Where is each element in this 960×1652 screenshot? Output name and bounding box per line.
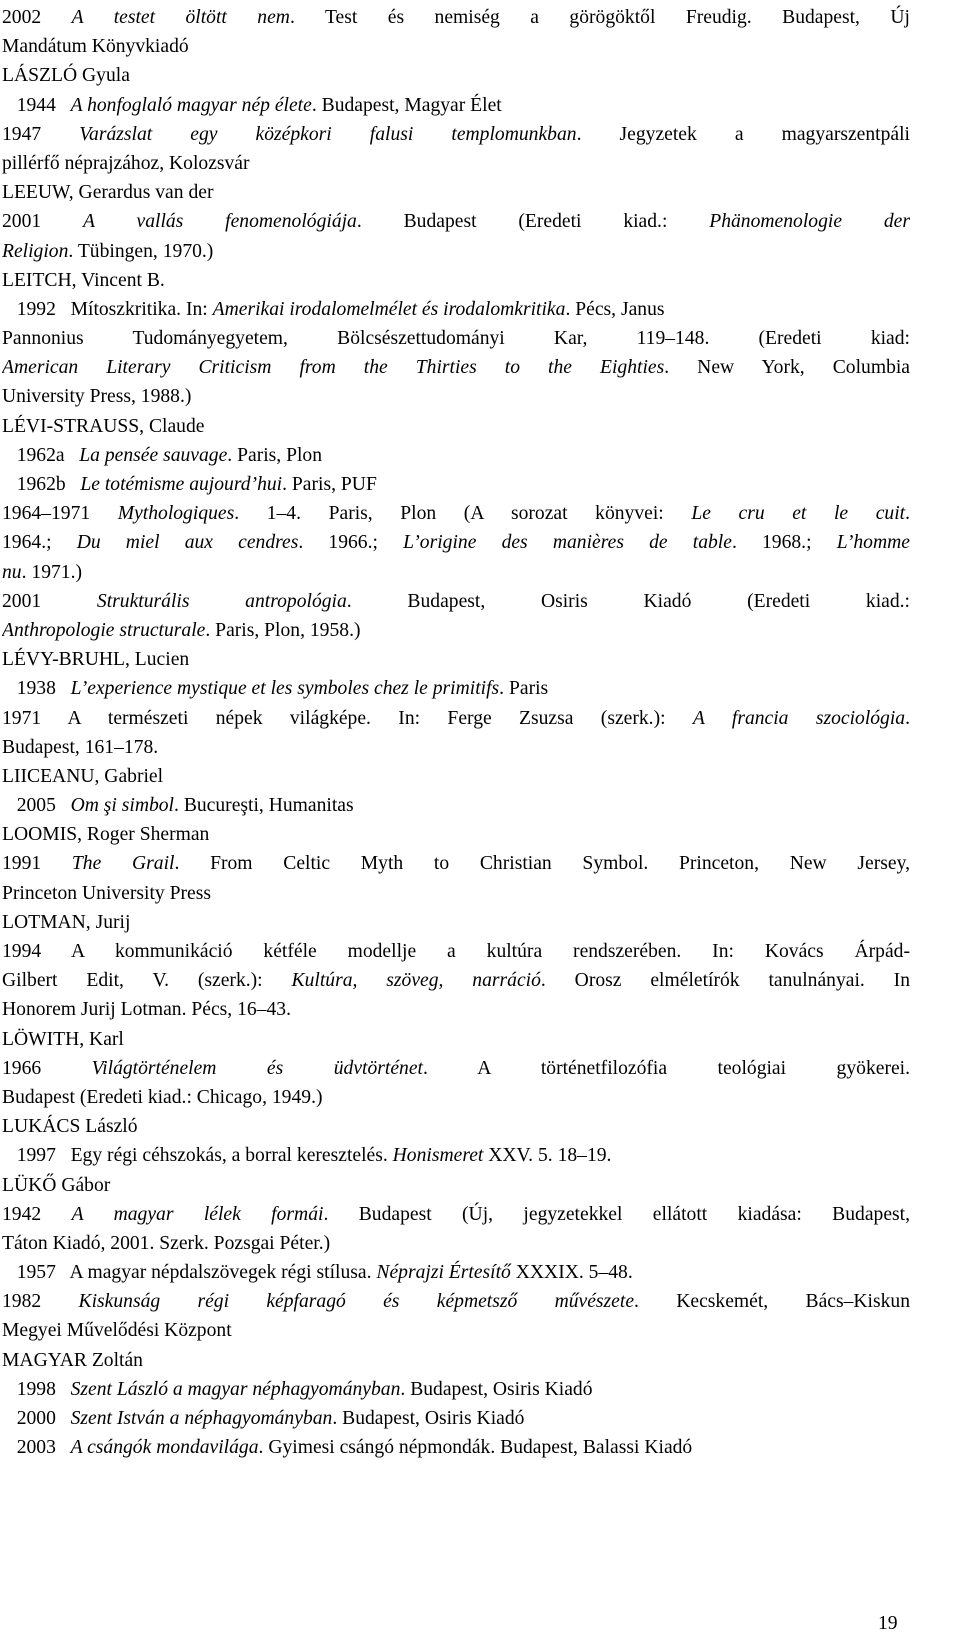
text-segment: 1992 Mítoszkritika. In: xyxy=(2,298,213,320)
text-segment: XXXIX. 5–48. xyxy=(510,1262,633,1284)
text-segment: . Budapest, Magyar Élet xyxy=(311,94,502,116)
bibliography-line xyxy=(2,91,910,120)
text-segment: . Paris, Plon, 1958.) xyxy=(205,619,361,641)
bibliography-line xyxy=(2,587,910,616)
italic-title: The Grail xyxy=(71,853,175,875)
italic-title: L’homme xyxy=(836,532,910,554)
text-segment: 1997 Egy régi céhszokás, a borral keresztelés. xyxy=(2,1145,393,1167)
text-segment: 1964–1971 xyxy=(2,503,118,525)
text-segment: . xyxy=(905,503,910,525)
text-segment: . Paris, PUF xyxy=(282,474,377,495)
text-segment: 1947 xyxy=(2,123,80,145)
italic-title: Világtörténelem és üdvtörténet xyxy=(91,1057,423,1079)
text-segment: pillérfő néprajzához, Kolozsvár xyxy=(2,152,250,174)
text-segment: . Kecskemét, Bács–Kiskun xyxy=(634,1291,910,1313)
text-segment: LOOMIS, Roger Sherman xyxy=(2,824,210,846)
italic-title: Phänomenologie der xyxy=(709,211,910,233)
text-segment: 2001 xyxy=(2,211,84,233)
italic-title: Anthropologie structurale xyxy=(2,619,206,641)
bibliography-line xyxy=(2,324,910,353)
bibliography-line xyxy=(2,3,910,32)
bibliography-line xyxy=(2,966,910,995)
bibliography-line xyxy=(2,237,910,266)
bibliography-line xyxy=(2,1141,910,1170)
bibliography-line xyxy=(2,32,910,61)
bibliography-line xyxy=(2,616,910,645)
italic-title: Du miel aux cendres xyxy=(76,532,299,554)
bibliography-line xyxy=(2,207,910,236)
author-heading xyxy=(2,412,910,441)
text-segment: Budapest, 161–178. xyxy=(2,736,159,758)
bibliography-line xyxy=(2,1229,910,1258)
bibliography-line xyxy=(2,1258,910,1287)
bibliography-line xyxy=(2,1083,910,1112)
author-heading xyxy=(2,61,910,90)
italic-title: L’experience mystique et les symboles chez le primitifs xyxy=(70,678,500,700)
text-segment: 1971 A természeti népek világképe. In: Ferge Zsuzsa (szerk.): xyxy=(2,707,693,729)
text-segment: . Budapest, Osiris Kiadó xyxy=(332,1408,525,1429)
text-segment: . New York, Columbia xyxy=(664,357,910,379)
text-segment: LIICEANU, Gabriel xyxy=(2,765,164,787)
text-segment: 2003 xyxy=(2,1437,71,1459)
author-heading xyxy=(2,266,910,295)
text-segment: . xyxy=(905,707,910,729)
author-heading xyxy=(2,1025,910,1054)
text-segment: Gilbert Edit, V. (szerk.): xyxy=(2,970,292,992)
text-segment: . 1968.; xyxy=(731,532,837,554)
bibliography-line xyxy=(2,149,910,178)
text-segment: XXV. 5. 18–19. xyxy=(483,1145,612,1167)
text-segment: 2000 xyxy=(2,1408,71,1429)
italic-title: Amerikai irodalomelmélet és irodalomkritika xyxy=(212,298,566,320)
bibliography-line xyxy=(2,558,910,587)
italic-title: Honismeret xyxy=(392,1145,484,1167)
italic-title: L’origine des manières de table xyxy=(403,532,732,554)
italic-title: A csángók mondavilága xyxy=(70,1437,259,1459)
text-segment: LÖWITH, Karl xyxy=(2,1028,124,1050)
bibliography-line xyxy=(2,1316,910,1345)
bibliography-line xyxy=(2,1404,910,1433)
text-segment: . Orosz elméletírók tanulnányai. In xyxy=(540,970,910,992)
italic-title: Néprajzi Értesítő xyxy=(376,1262,511,1284)
bibliography-line xyxy=(2,382,910,411)
bibliography-line xyxy=(2,1287,910,1316)
italic-title: A testet öltött nem xyxy=(71,7,290,28)
text-segment: Honorem Jurij Lotman. Pécs, 16–43. xyxy=(2,999,291,1021)
bibliography-line xyxy=(2,295,910,324)
author-heading xyxy=(2,762,910,791)
bibliography-page xyxy=(2,3,910,1462)
text-segment: 1982 xyxy=(2,1291,79,1313)
text-segment: 1998 xyxy=(2,1378,71,1400)
text-segment: Megyei Művelődési Központ xyxy=(2,1320,232,1342)
text-segment: 1962a xyxy=(2,444,80,466)
text-segment: 1942 xyxy=(2,1203,72,1225)
text-segment: 1994 A kommunikáció kétféle modellje a kultúra rendszerében. In: Kovács Árpád- xyxy=(2,941,910,962)
text-segment: 1966 xyxy=(2,1057,92,1079)
italic-title: A vallás fenomenológiája xyxy=(83,211,357,233)
bibliography-line xyxy=(2,791,910,820)
text-segment: . Paris xyxy=(499,678,549,700)
bibliography-line xyxy=(2,353,910,382)
text-segment: . Budapest, Osiris Kiadó (Eredeti kiad.: xyxy=(346,590,910,612)
text-segment: Princeton University Press xyxy=(2,882,211,904)
bibliography-line xyxy=(2,528,910,557)
italic-title: La pensée sauvage xyxy=(79,444,228,466)
bibliography-line xyxy=(2,733,910,762)
text-segment: Mandátum Könyvkiadó xyxy=(2,36,189,58)
bibliography-line xyxy=(2,1375,910,1404)
italic-title: A francia szociológia xyxy=(692,707,906,729)
italic-title: American Literary Criticism from the Thirties to the Eighties xyxy=(2,357,665,379)
text-segment: . Test és nemiség a görögöktől Freudig. Budapest, Új xyxy=(289,7,910,28)
text-segment: . From Celtic Myth to Christian Symbol. Princeton, New Jersey, xyxy=(174,853,910,875)
author-heading xyxy=(2,908,910,937)
text-segment: . Budapest (Eredeti kiad.: xyxy=(356,211,710,233)
text-segment: 2001 xyxy=(2,590,97,612)
text-segment: 1957 A magyar népdalszövegek régi stílusa. xyxy=(2,1262,377,1284)
italic-title: A magyar lélek formái xyxy=(71,1203,324,1225)
italic-title: A honfoglaló magyar nép élete xyxy=(70,94,312,116)
bibliography-line xyxy=(2,937,910,966)
bibliography-line xyxy=(2,995,910,1024)
bibliography-line xyxy=(2,470,910,499)
text-segment: . Paris, Plon xyxy=(227,444,323,466)
italic-title: Le cru et le cuit xyxy=(691,503,906,525)
author-heading xyxy=(2,820,910,849)
italic-title: Strukturális antropológia xyxy=(96,590,347,612)
text-segment: . 1966.; xyxy=(298,532,404,554)
text-segment: 1991 xyxy=(2,853,72,875)
italic-title: Mythologiques xyxy=(117,503,235,525)
italic-title: Kultúra, szöveg, narráció xyxy=(291,970,541,992)
italic-title: Religion xyxy=(2,240,69,262)
italic-title: Le totémisme aujourd’hui xyxy=(80,474,283,495)
text-segment: . A történetfilozófia teológiai gyökerei. xyxy=(422,1057,910,1079)
text-segment: . Jegyzetek a magyarszentpáli xyxy=(576,123,910,145)
text-segment: . Bucureşti, Humanitas xyxy=(174,795,354,817)
bibliography-line xyxy=(2,704,910,733)
bibliography-line xyxy=(2,849,910,878)
author-heading xyxy=(2,1112,910,1141)
text-segment: Budapest (Eredeti kiad.: Chicago, 1949.) xyxy=(2,1086,323,1108)
bibliography-line xyxy=(2,879,910,908)
text-segment: LEEUW, Gerardus van der xyxy=(2,182,214,204)
text-segment: . 1971.) xyxy=(21,561,83,583)
bibliography-line xyxy=(2,499,910,528)
text-segment: 2005 xyxy=(2,795,71,817)
text-segment: . Pécs, Janus xyxy=(565,298,665,320)
text-segment: . Gyimesi csángó népmondák. Budapest, Balassi Kiadó xyxy=(258,1437,693,1459)
author-heading xyxy=(2,645,910,674)
text-segment: MAGYAR Zoltán xyxy=(2,1349,143,1371)
italic-title: Szent László a magyar néphagyományban xyxy=(70,1378,401,1400)
author-heading xyxy=(2,1171,910,1200)
text-segment: University Press, 1988.) xyxy=(2,386,192,408)
text-segment: Táton Kiadó, 2001. Szerk. Pozsgai Péter.) xyxy=(2,1232,331,1254)
text-segment: LEITCH, Vincent B. xyxy=(2,269,165,291)
italic-title: Varázslat egy középkori falusi templomunkban xyxy=(79,123,577,145)
text-segment: . 1–4. Paris, Plon (A sorozat könyvei: xyxy=(234,503,692,525)
text-segment: LOTMAN, Jurij xyxy=(2,911,131,933)
text-segment: 1938 xyxy=(2,678,71,700)
author-heading xyxy=(2,178,910,207)
bibliography-line xyxy=(2,120,910,149)
text-segment: 2002 xyxy=(2,7,72,28)
text-segment: 1962b xyxy=(2,474,81,495)
text-segment: LÜKŐ Gábor xyxy=(2,1174,111,1196)
text-segment: . Budapest, Osiris Kiadó xyxy=(400,1378,593,1400)
italic-title: Kiskunság régi képfaragó és képmetsző művészete xyxy=(78,1291,635,1313)
bibliography-line xyxy=(2,1054,910,1083)
text-segment: . Tübingen, 1970.) xyxy=(68,240,214,262)
bibliography-line xyxy=(2,1433,910,1462)
italic-title: Szent István a néphagyományban xyxy=(70,1408,333,1429)
author-heading xyxy=(2,1346,910,1375)
italic-title: nu xyxy=(2,561,22,583)
page-number: 19 xyxy=(878,1613,898,1634)
bibliography-line xyxy=(2,1200,910,1229)
text-segment: LUKÁCS László xyxy=(2,1116,138,1138)
text-segment: LÉVI-STRAUSS, Claude xyxy=(2,415,205,437)
text-segment: 1964.; xyxy=(2,532,77,554)
text-segment: LÁSZLÓ Gyula xyxy=(2,65,130,87)
bibliography-line xyxy=(2,674,910,703)
italic-title: Om şi simbol xyxy=(70,795,175,817)
text-segment: LÉVY-BRUHL, Lucien xyxy=(2,649,190,671)
text-segment: Pannonius Tudományegyetem, Bölcsészettudományi Kar, 119–148. (Eredeti kiad: xyxy=(2,328,910,350)
bibliography-line xyxy=(2,441,910,470)
text-segment: . Budapest (Új, jegyzetekkel ellátott kiadása: Budapest, xyxy=(323,1203,910,1225)
text-segment: 1944 xyxy=(2,94,71,116)
